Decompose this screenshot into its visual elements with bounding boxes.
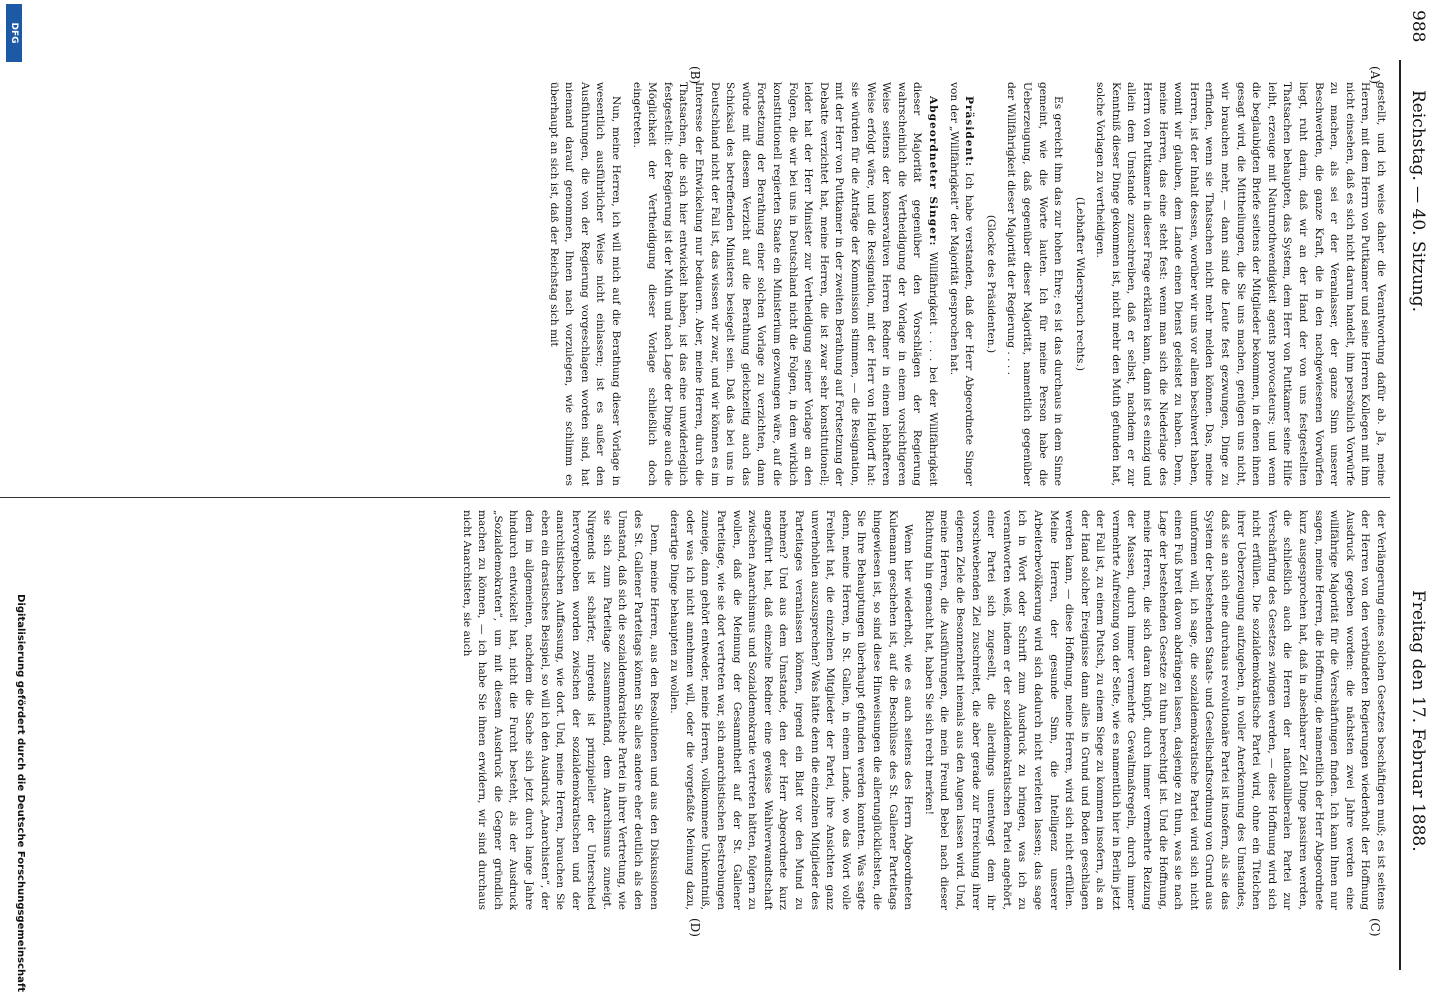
running-head-left: Reichstag. — 40. Sitzung. bbox=[1408, 90, 1428, 313]
left-column bbox=[540, 82, 1388, 486]
paragraph: Denn, meine Herren, aus den Resolutionen und aus den Diskussionen des St. Gallener Parteitags können Sie alles andere eher deutlich als den Umstand, daß sich die sozialdemokratische Partei in ihrer Vertretung, wie sie sich zum Parteitage zusammenfand, dem Anarchismus zuneigt. Nirgends ist schärfer, nirgends ist prinzipieller der Unterschied hervorgehoben worden zwischen der sozialdemokratischen und der anarchistischen Auffassung, wie dort. Und, meine Herren, brauchen Sie eben ein drastisches Beispiel, so will ich den Ausdruck „Anarchisten“, der dem im allgemeinen, nachdem die Sache sich jetzt durch lange Jahre hindurch entwickelt hat, nicht die Furcht besteht, als der Ausdruck „Sozialdemokraten“, um mit diesem Ausdruck die Gegner gründlich machen zu können, — ich habe Sie ihnen erwidern, wir sind durchaus nicht Anarchisten, sie auch bbox=[460, 510, 660, 910]
right-column bbox=[453, 510, 1388, 910]
paragraph: der Verlängerung eines solchen Gesetzes beschäftigen muß; es ist seitens der Herren von den verbündeten Regierungen wiederholt der Hoffnung Ausdruck gegeben worden: die nächsten zwei Jahre werden eine willfährige Majorität für die Verschärfungen finden. Ich kann Ihnen nur sagen, meine Herren, die Hoffnung, die namentlich der Herr Abgeordnete kurz ausgesprochen hat, daß in absehbarer Zeit Dinge passiren werden, die schließlich auch die Herren der nationalliberalen Partei zur Verschärfung des Gesetzes zwingen werden, — diese Hoffnung wird sich nicht erfüllen. Die sozialdemokratische Partei wird, ohne ein Titelchen ihrer Ueberzeugung aufzugeben, in voller Anerkennung des Umstandes, daß sie an sich eine durchaus revolutionäre Partei ist insofern, als sie das System der bestehenden Staats- und Gesellschaftsordnung von Grund aus umformen will, ich sage, die sozialdemokratische Partei wird sich nicht einen Fuß breit davon abdrängen lassen, dasjenige zu thun, was sie nach Lage der bestehenden Gesetze zu thun berechtigt ist. Und die Hoffnung, meine Herren, die sich daran knüpft, durch immer vermehrte Reizung der Massen, durch immer vermehrte Gewaltmaßregeln, durch immer vermehrte Aufreizung von der Seite, wie es namentlich hier in Berlin jetzt der Fall ist, zu einem Putsch, zu einem Siege zu kommen insofern, als an der Hand solcher Ereignisse dann alles in Grund und Boden geschlagen werden kann, — diese Hoffnung, meine Herren, wird sich nicht erfüllen. Meine Herren, der gesunde Sinn, die Intelligenz unserer Arbeiterbevölkerung wird sich dadurch nicht verleiten lassen; das sage ich in Wort oder Schrift zum Ausdruck zu bringen, was ich zu verantworten weiß, indem er der sozialdemokratischen Partei angehört, einer Partei sich zugesellt, die allerdings unentwegt dem ihr vorschwebenden Ziel zuschreitet, die aber gerade zur Erreichung ihrer eigenen Ziele die Besonnenheit niemals aus den Augen lassen wird. Und, meine Herren, die Ausführungen, die mein Freund Bebel nach dieser Richtung hin gemacht hat, haben Sie sich recht merken! bbox=[922, 510, 1387, 910]
paragraph bbox=[945, 82, 976, 486]
running-head-right: Freitag den 17. Februar 1888. bbox=[1408, 590, 1428, 852]
speaker-name: Abgeordneter Singer: bbox=[926, 96, 939, 247]
speech-text: Willfährigkeit . . . . bei der Willfährigkeit dieser Majorität gegenüber den Vorschlägen der Regierung wahrscheinlich die Vertheidigung der Vorlage in einem vorsichtigeren Weise seitens der konservativen Herren Redner in einem lebhafteren Weise erfolgt wäre, und die Resignation, mit der Herr von Helldorff hat: sie würden für die Anträge der Kommission stimmen, — die Resignation, mit der Herr von Puttkamer in der zweiten Berathung auf Fortsetzung der Debatte verzichtet hat, meine Herren, die ist zwar sehr konstitutionell; leider hat der Herr Minister zur Vertheidigung seiner Vorlage an den Folgen, die wir bei uns in Deutschland nicht die Folgen, in dem wirklich konstitutionell regierten Staate ein Ministerium gezwungen wäre, auf die Fortsetzung der Berathung einer solchen Vorlage zu verzichten, dann würde mit diesem Verzicht auf die Berathung gleichzeitig auch das Schicksal des betreffenden Ministers besiegelt sein. Daß das bei uns in Deutschland nicht der Fall ist, das wissen wir zwar, und wir können es im Interesse der Entwickelung nur bedauern. Aber, meine Herren, durch die Thatsachen, die sich hier entwickelt haben, ist das eine unwiderleglich festgestellt: der Regierung ist der Muth und nach Lage der Dinge auch die Möglichkeit der Vertheidigung dieser Vorlage schließlich doch eingetreten. bbox=[630, 82, 939, 486]
header-rule bbox=[1399, 60, 1401, 970]
margin-mark-d: (D) bbox=[688, 918, 702, 937]
stage-direction: (Glocke des Präsidenten.) bbox=[984, 214, 997, 354]
speech-text: Ich habe verstanden, daß der Herr Abgeordnete Singer von der „Willfährigkeit“ der Majorität gesprochen hat. bbox=[947, 82, 976, 486]
stage-direction: (Lebhafter Widerspruch rechts.) bbox=[1073, 197, 1086, 371]
column-divider bbox=[0, 497, 1390, 498]
speaker-name: Präsident: bbox=[963, 96, 976, 168]
margin-mark-a: (A) bbox=[1368, 66, 1382, 85]
page-number: 988 bbox=[1408, 10, 1428, 43]
funding-note: Digitalisierung gefördert durch die Deutsche Forschungsgemeinschaft bbox=[15, 594, 26, 992]
paragraph: gestellt, und ich weise daher die Verantwortung dafür ab. Ja, meine Herren, mit dem Herrn von Puttkamer und seine Herren Kollegen mit ihm nicht einsehen, daß es sich nicht darum handelt, ihm persönlich Vorwürfe zu machen, als sei er der Veranlasser, der ganze Sinn unserer Beschwerden, die ganze Kraft, die in den nachgewiesenen Vorwürfen liegt, ruht darin, daß wir an der Hand der von uns festgestellten Thatsachen behaupten, das System, dem Herr von Puttkamer seine Hilfe leiht, erzeuge mit Naturnothwendigkeit agents provocateurs; und wenn die beglaubigten Briefe seitens der Mitglieder bekommen, in denen ihnen gesagt wird, die Mittheilungen, die Sie uns machen, genügen uns nicht, wir brauchen mehr, — dann sind die Leute fest gezwungen, Dinge zu erfinden, wenn sie Thatsachen nicht mehr melden können. Das, meine Herren, ist der Inhalt dessen, worüber wir uns vor allem beschwert haben, womit wir glauben, dem Lande einen Dienst geleistet zu haben. Denn, meine Herren, das eine steht fest: wenn man sich die Niederlage des Herrn von Puttkamer in dieser Frage erklären kann, dann ist es einzig und allein dem Umstande zuzuschreiben, daß er selbst, nachdem er zur Kenntniß dieser Dinge gekommen ist, nicht mehr den Muth gefunden hat, solche Vorlagen zu vertheidigen. bbox=[1094, 82, 1387, 486]
margin-mark-c: (C) bbox=[1368, 918, 1382, 937]
margin-mark-b: (B) bbox=[688, 66, 702, 85]
paragraph: Wenn hier wiederholt, wie es auch seitens des Herrn Abgeordneten Kulemann geschehen ist, auf die Beschlüsse des St. Gallener Parteitags hingewiesen ist, so sind diese Hinweisungen die allerunglücklichsten, die Sie Ihre Behauptungen überhaupt gefunden werden konnten. Was sagte denn, meine Herren, in St. Gallen, in einem Lande, wo das Wort volle Freiheit hat, die einzelnen Mitglieder der Partei, ihre Ansichten ganz unverhohlen auszusprechen? Was hätte denn die einzelnen Mitglieder des Parteitages veranlassen können, irgend ein Blatt vor den Mund zu nehmen? Und aus dem Umstande, den der Herr Abgeordnete kurz angeführt hat, daß einzelne Redner eine gewisse Wahlverwandtschaft zwischen Anarchismus und Sozialdemokratie vertreten hätten, folgern zu wollen, daß die Meinung der Gesammtheit auf der St. Gallener Parteitage, wie sie dort vertreten war, sich anarchistischen Bestrebungen zuneige, dann gehört entweder, meine Herren, vollkommene Unkenntniß, oder was ich nicht annehmen will, oder die vorgefaßte Meinung dazu, derartige Dinge behaupten zu wollen. bbox=[668, 510, 915, 910]
paragraph bbox=[628, 82, 940, 486]
paragraph: Nun, meine Herren, ich will mich auf die Berathung dieser Vorlage in wesentlich ausführlicher Weise nicht einlassen; ist es außer den Ausführungen, die von der Regierung vorgeschlagen worden sind, hat niemand darauf genommen, Ihnen nach vorzulegen, wie schlimm es überhaupt an sich ist, daß der Reichstag sich mit bbox=[547, 82, 623, 486]
paragraph: Es gereicht ihm das zur hohen Ehre; es ist das durchaus in dem Sinne gemeint, wie die Worte lauten. Ich für meine Person habe die Ueberzeugung, daß gegenüber dieser Majorität, namentlich gegenüber der Willfährigkeit dieser Majorität der Regierung . . . . bbox=[1005, 82, 1065, 486]
dfg-logo: DFG bbox=[6, 4, 22, 62]
